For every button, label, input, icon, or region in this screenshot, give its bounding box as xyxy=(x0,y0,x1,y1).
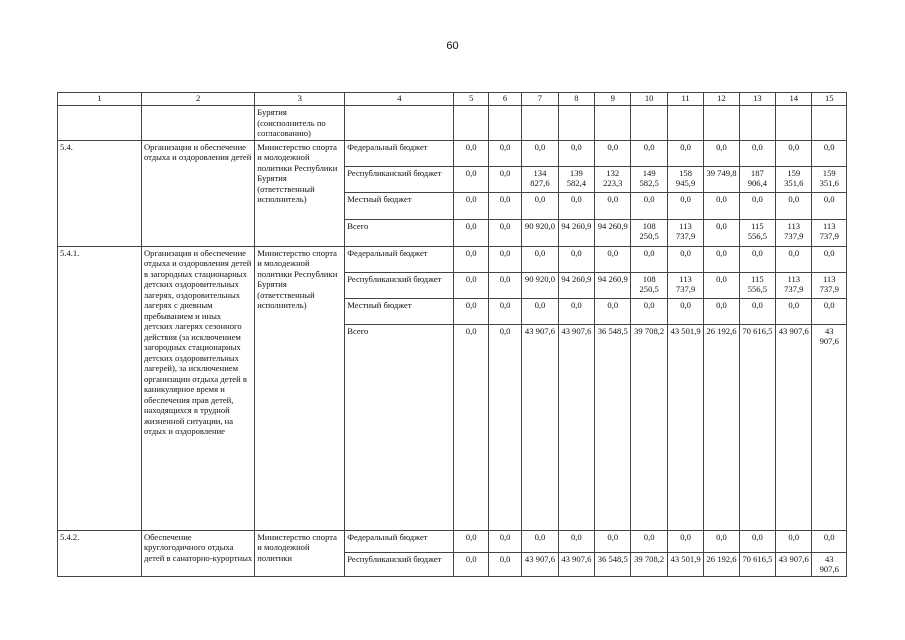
amount-cell: 0,0 xyxy=(739,140,775,166)
item-executor: Министерство спорта и молодежной политики Республики Бурятия (ответственный исполнитель) xyxy=(255,246,345,530)
amount-cell: 0,0 xyxy=(454,140,488,166)
item-executor: Министерство спорта и молодежной политики xyxy=(255,530,345,576)
amount-cell: 0,0 xyxy=(488,272,521,298)
continuation-row xyxy=(58,106,847,141)
funding-source: Всего xyxy=(345,219,454,246)
header-cell: 6 xyxy=(488,93,521,106)
header-cell: 4 xyxy=(345,93,454,106)
amount-cell: 0,0 xyxy=(488,140,521,166)
amount-cell: 36 548,5 xyxy=(595,552,631,576)
amount-cell: 94 260,9 xyxy=(595,272,631,298)
item-executor: Министерство спорта и молодежной политики Республики Бурятия (ответственный исполнитель) xyxy=(255,140,345,246)
amount-cell: 0,0 xyxy=(667,192,703,219)
header-cell: 13 xyxy=(739,93,775,106)
header-cell: 1 xyxy=(58,93,142,106)
page-number: 60 xyxy=(446,40,459,52)
table-row xyxy=(58,530,847,552)
amount-cell: 134 827,6 xyxy=(522,166,558,192)
amount-cell: 0,0 xyxy=(631,246,667,272)
funding-source: Республиканский бюджет xyxy=(345,166,454,192)
header-cell: 9 xyxy=(595,93,631,106)
amount-cell: 0,0 xyxy=(595,530,631,552)
amount-cell: 158 945,9 xyxy=(667,166,703,192)
amount-cell: 39 749,8 xyxy=(704,166,739,192)
amount-cell: 0,0 xyxy=(522,192,558,219)
amount-cell: 113 737,9 xyxy=(776,272,812,298)
amount-cell: 43 907,6 xyxy=(776,552,812,576)
amount-cell: 0,0 xyxy=(704,298,739,324)
header-cell: 2 xyxy=(141,93,254,106)
amount-cell: 43 907,6 xyxy=(522,552,558,576)
amount-cell: 39 708,2 xyxy=(631,324,667,530)
amount-cell: 0,0 xyxy=(812,140,847,166)
amount-cell: 0,0 xyxy=(595,192,631,219)
amount-cell: 0,0 xyxy=(454,530,488,552)
amount-cell: 0,0 xyxy=(454,246,488,272)
amount-cell: 0,0 xyxy=(704,246,739,272)
amount-cell: 187 906,4 xyxy=(739,166,775,192)
amount-cell: 94 260,9 xyxy=(595,219,631,246)
amount-cell: 94 260,9 xyxy=(558,272,594,298)
empty-cell xyxy=(141,106,254,141)
item-name: Организация и обеспечение отдыха и оздоровления детей в загородных стационарных детских оздоровительных лагерях, оздоровительных лагерях с дневным пребыванием и иных детских лагерях сезонного действия (за исключением загородных стационарных детских оздоровительных лагерей), за исключением организации отдыха детей в каникулярное время и обеспечения прав детей, находящихся в трудной жизненной ситуации, на отдых и оздоровление xyxy=(141,246,254,530)
amount-cell: 0,0 xyxy=(704,140,739,166)
amount-cell: 139 582,4 xyxy=(558,166,594,192)
amount-cell: 0,0 xyxy=(739,246,775,272)
amount-cell: 0,0 xyxy=(488,552,521,576)
amount-cell: 0,0 xyxy=(631,298,667,324)
amount-cell: 43 907,6 xyxy=(558,324,594,530)
amount-cell: 0,0 xyxy=(454,192,488,219)
empty-cell xyxy=(345,106,454,141)
amount-cell: 94 260,9 xyxy=(558,219,594,246)
header-cell: 10 xyxy=(631,93,667,106)
amount-cell: 0,0 xyxy=(558,530,594,552)
amount-cell: 0,0 xyxy=(522,530,558,552)
funding-source: Республиканский бюджет xyxy=(345,272,454,298)
amount-cell: 43 907,6 xyxy=(812,552,847,576)
amount-cell: 0,0 xyxy=(776,246,812,272)
amount-cell: 113 737,9 xyxy=(812,272,847,298)
amount-cell: 0,0 xyxy=(704,272,739,298)
amount-cell: 0,0 xyxy=(454,298,488,324)
amount-cell: 0,0 xyxy=(704,219,739,246)
amount-cell: 0,0 xyxy=(631,192,667,219)
amount-cell: 0,0 xyxy=(667,246,703,272)
amount-cell: 0,0 xyxy=(488,192,521,219)
amount-cell: 0,0 xyxy=(704,530,739,552)
amount-cell: 149 582,5 xyxy=(631,166,667,192)
amount-cell: 0,0 xyxy=(631,140,667,166)
amount-cell: 90 920,0 xyxy=(522,272,558,298)
amount-cell: 0,0 xyxy=(522,298,558,324)
amount-cell: 0,0 xyxy=(595,140,631,166)
amount-cell: 0,0 xyxy=(522,140,558,166)
funding-source: Местный бюджет xyxy=(345,192,454,219)
header-cell: 3 xyxy=(255,93,345,106)
amount-cell: 0,0 xyxy=(488,246,521,272)
amount-cell: 0,0 xyxy=(522,246,558,272)
amount-cell: 0,0 xyxy=(454,272,488,298)
amount-cell: 0,0 xyxy=(595,246,631,272)
amount-cell: 0,0 xyxy=(812,298,847,324)
amount-cell: 108 250,5 xyxy=(631,272,667,298)
amount-cell: 0,0 xyxy=(667,140,703,166)
amount-cell: 115 556,5 xyxy=(739,219,775,246)
amount-cell: 26 192,6 xyxy=(704,552,739,576)
header-row xyxy=(58,93,847,106)
header-cell: 8 xyxy=(558,93,594,106)
amount-cell: 43 907,6 xyxy=(812,324,847,530)
table-row xyxy=(58,140,847,166)
item-name: Обеспечение круглогодичного отдыха детей в санаторно-курортных xyxy=(141,530,254,576)
amount-cell: 0,0 xyxy=(558,298,594,324)
amount-cell: 0,0 xyxy=(454,166,488,192)
amount-cell: 0,0 xyxy=(454,219,488,246)
amount-cell: 132 223,3 xyxy=(595,166,631,192)
item-code: 5.4.1. xyxy=(58,246,142,530)
amount-cell: 0,0 xyxy=(812,246,847,272)
amount-cell: 70 616,5 xyxy=(739,552,775,576)
executor-cell: Бурятия (соисполнитель по согласованию) xyxy=(255,106,345,141)
amount-cell: 0,0 xyxy=(488,298,521,324)
amount-cell: 0,0 xyxy=(812,530,847,552)
amount-cell: 0,0 xyxy=(776,140,812,166)
amount-cell: 43 907,6 xyxy=(558,552,594,576)
funding-source: Республиканский бюджет xyxy=(345,552,454,576)
amount-cell: 0,0 xyxy=(739,298,775,324)
amount-cell: 0,0 xyxy=(488,166,521,192)
amount-cell: 0,0 xyxy=(776,192,812,219)
header-cell: 15 xyxy=(812,93,847,106)
amount-cell: 0,0 xyxy=(558,246,594,272)
amount-cell: 0,0 xyxy=(454,552,488,576)
amount-cell: 159 351,6 xyxy=(812,166,847,192)
header-cell: 5 xyxy=(454,93,488,106)
amount-cell: 43 907,6 xyxy=(776,324,812,530)
item-name: Организация и обеспечение отдыха и оздоровления детей xyxy=(141,140,254,246)
amount-cell: 113 737,9 xyxy=(776,219,812,246)
amount-cell: 113 737,9 xyxy=(812,219,847,246)
amount-cell: 43 501,9 xyxy=(667,324,703,530)
amount-cell: 0,0 xyxy=(454,324,488,530)
funding-source: Местный бюджет xyxy=(345,298,454,324)
header-cell: 14 xyxy=(776,93,812,106)
amount-cell: 43 907,6 xyxy=(522,324,558,530)
amount-cell: 26 192,6 xyxy=(704,324,739,530)
amount-cell: 108 250,5 xyxy=(631,219,667,246)
amount-cell: 0,0 xyxy=(631,530,667,552)
amount-cell: 0,0 xyxy=(739,192,775,219)
empty-cell xyxy=(58,106,142,141)
amount-cell: 159 351,6 xyxy=(776,166,812,192)
item-code: 5.4. xyxy=(58,140,142,246)
amount-cell: 43 501,9 xyxy=(667,552,703,576)
amount-cell: 0,0 xyxy=(558,140,594,166)
amount-cell: 0,0 xyxy=(704,192,739,219)
header-cell: 7 xyxy=(522,93,558,106)
funding-source: Федеральный бюджет xyxy=(345,246,454,272)
funding-source: Федеральный бюджет xyxy=(345,530,454,552)
amount-cell: 0,0 xyxy=(488,530,521,552)
amount-cell: 0,0 xyxy=(558,192,594,219)
budget-table xyxy=(57,92,847,577)
table-body xyxy=(58,93,847,577)
amount-cell: 113 737,9 xyxy=(667,272,703,298)
header-cell: 12 xyxy=(704,93,739,106)
amount-cell: 0,0 xyxy=(812,192,847,219)
amount-cell: 113 737,9 xyxy=(667,219,703,246)
amount-cell: 0,0 xyxy=(488,324,521,530)
amount-cell: 0,0 xyxy=(595,298,631,324)
funding-source: Федеральный бюджет xyxy=(345,140,454,166)
table-row xyxy=(58,246,847,272)
amount-cell: 90 920,0 xyxy=(522,219,558,246)
amount-cell: 0,0 xyxy=(488,219,521,246)
amount-cell: 0,0 xyxy=(776,530,812,552)
amount-cell: 0,0 xyxy=(739,530,775,552)
amount-cell: 70 616,5 xyxy=(739,324,775,530)
amount-cell: 0,0 xyxy=(667,298,703,324)
amount-cell: 39 708,2 xyxy=(631,552,667,576)
header-cell: 11 xyxy=(667,93,703,106)
amount-cell: 0,0 xyxy=(776,298,812,324)
amount-cell: 115 556,5 xyxy=(739,272,775,298)
amount-cell: 36 548,5 xyxy=(595,324,631,530)
funding-source: Всего xyxy=(345,324,454,530)
amount-cell: 0,0 xyxy=(667,530,703,552)
item-code: 5.4.2. xyxy=(58,530,142,576)
